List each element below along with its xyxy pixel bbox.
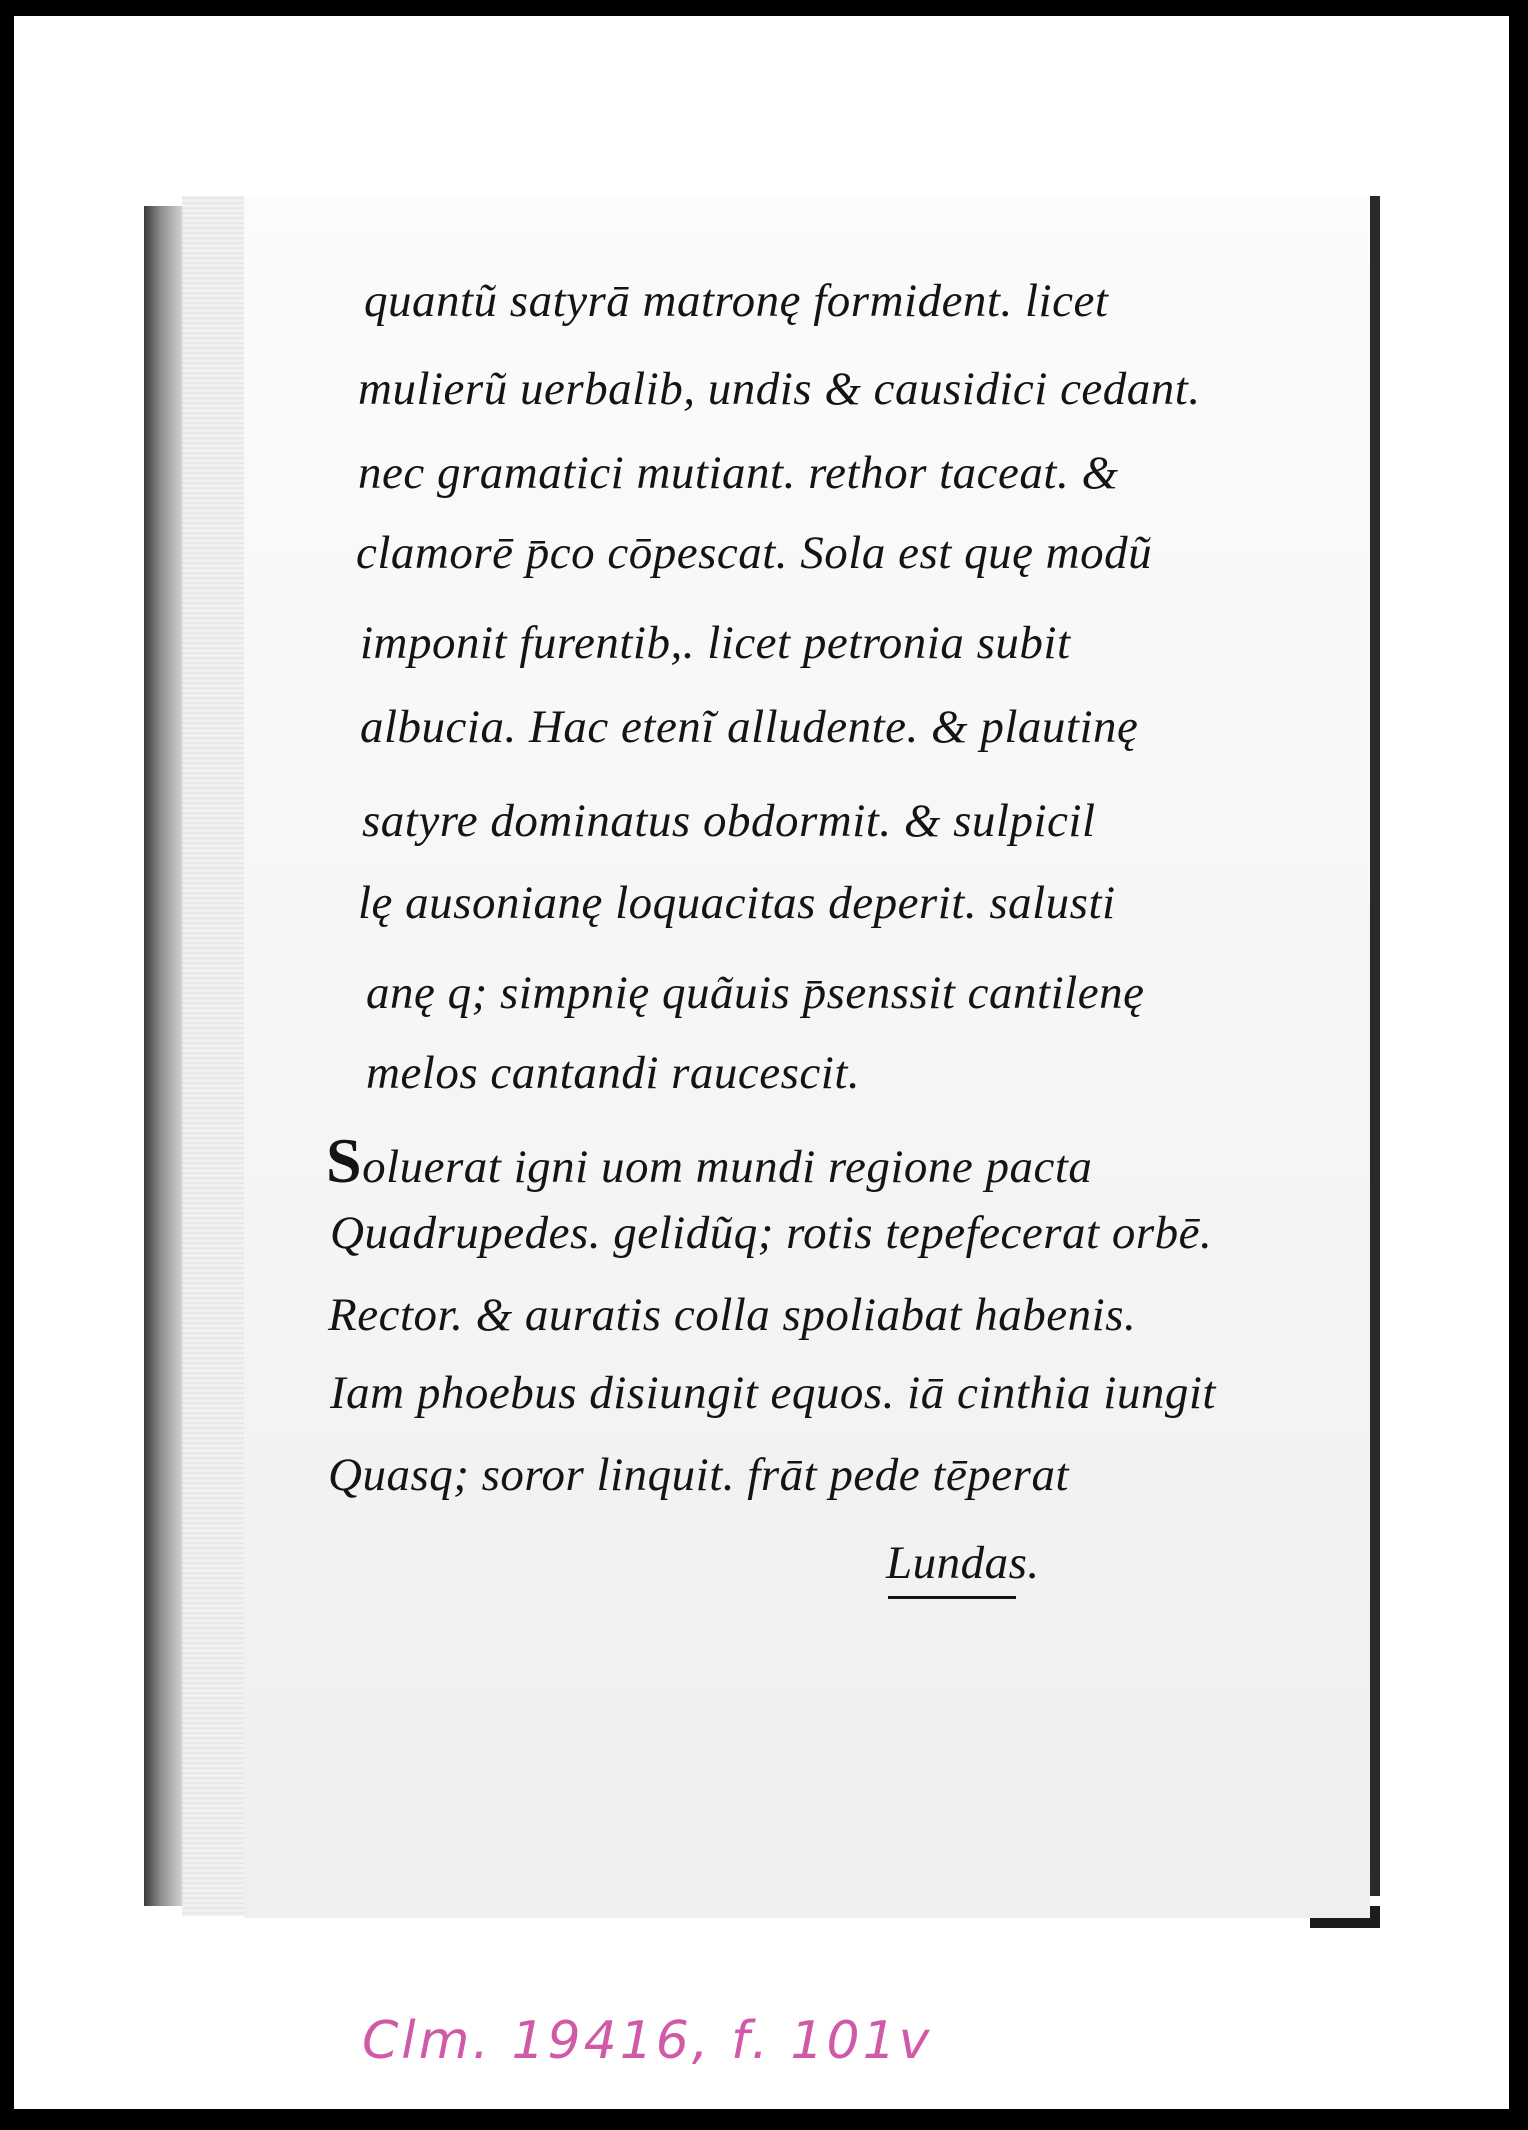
verse-text: oluerat igni uom mundi regione pacta [362,1141,1093,1193]
verse-text: ector. & auratis colla spoliabat habenis. [357,1289,1137,1341]
manuscript-photograph [144,176,1380,1928]
verse-initial: R [328,1289,358,1341]
leaf-edges [182,196,252,1916]
text-line: lę ausonianę loquacitas deperit. salusti [358,877,1116,929]
verse-initial: S [326,1125,363,1196]
text-line: nec gramatici mutiant. rethor taceat. & [358,447,1119,499]
text-line: anę q; simpnię quãuis p̄senssit cantilenę [366,967,1145,1019]
page-frame [14,16,1509,2109]
verse-text: am phoebus disiungit equos. iā cinthia iungit [346,1367,1216,1419]
verse-text: uasq; soror linquit. frāt pede tēperat [362,1449,1070,1501]
turnover-word: Lundas. [886,1537,1040,1589]
verse-line [326,1124,1092,1198]
manuscript-leaf [244,196,1370,1918]
verse-line [328,1448,1069,1502]
text-line: satyre dominatus obdormit. & sulpicil [362,795,1096,847]
shelfmark-caption: Clm. 19416, f. 101v [362,2011,933,2071]
text-line: imponit furentib,. licet petronia subit [360,617,1071,669]
verse-line [330,1206,1212,1260]
text-line: melos cantandi raucescit. [366,1047,861,1099]
verse-initial: Q [330,1207,365,1259]
binding-shadow [144,206,184,1906]
photo-edge-right [1370,196,1380,1896]
verse-text: uadrupedes. gelidũq; rotis tepefecerat orbē. [364,1207,1213,1259]
turnover-rule [888,1596,1016,1599]
verse-line [328,1288,1136,1342]
verse-initial: I [330,1367,347,1419]
text-line: clamorē p̄co cōpescat. Sola est quę modũ [356,527,1153,579]
verse-initial: Q [328,1449,363,1501]
verse-line [330,1366,1216,1420]
text-line: quantũ satyrā matronę formident. licet [364,275,1109,327]
text-line: albucia. Hac etenĩ alludente. & plautinę [360,701,1139,753]
text-line: mulierũ uerbalib, undis & causidici cedant. [358,363,1201,415]
